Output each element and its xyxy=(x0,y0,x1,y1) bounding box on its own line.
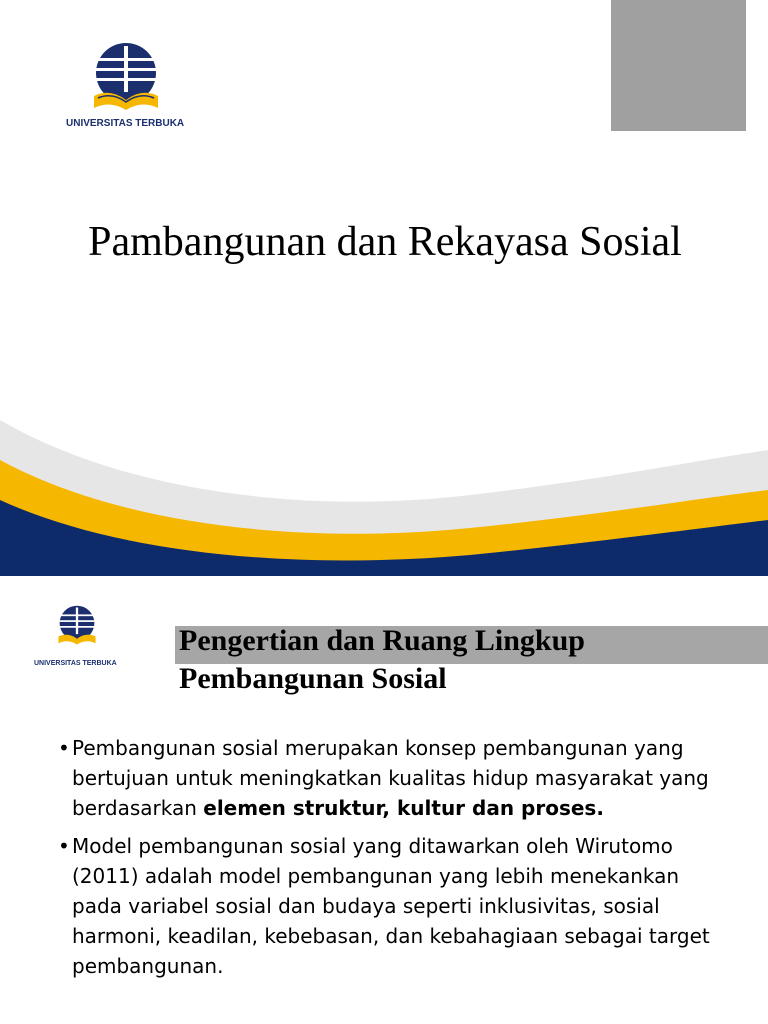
university-logo xyxy=(88,40,164,116)
logo-text: UNIVERSITAS TERBUKA xyxy=(66,118,185,129)
university-emblem-icon xyxy=(88,40,164,116)
university-emblem-icon xyxy=(55,604,99,648)
logo-text-small: UNIVERSITAS TERBUKA xyxy=(34,660,117,667)
bullet-symbol: • xyxy=(58,834,70,858)
list-item xyxy=(58,831,728,981)
bullet-list xyxy=(58,733,728,989)
decorative-wave xyxy=(0,420,768,576)
gray-accent-box xyxy=(611,0,746,131)
section-title: Pengertian dan Ruang Lingkup Pembangunan Sosial xyxy=(179,624,585,695)
bullet-symbol: • xyxy=(58,736,70,760)
bullet-text: Model pembangunan sosial yang ditawarkan oleh Wirutomo (2011) adalah model pembangunan yang lebih menekankan pada variabel sosial dan budaya seperti inklusivitas, sosial harmoni, keadilan, kebebasan, dan kebahagiaan sebagai target pembangunan. xyxy=(72,834,710,978)
slide-title: Pambangunan dan Rekayasa Sosial xyxy=(88,219,682,265)
bullet-text: Pembangunan sosial merupakan konsep pembangunan yang bertujuan untuk meningkatkan kualitas hidup masyarakat yang berdasarkan xyxy=(72,736,709,820)
list-item xyxy=(58,733,728,823)
bullet-emphasis: elemen struktur, kultur dan proses. xyxy=(203,796,604,820)
university-logo-small xyxy=(55,604,99,648)
